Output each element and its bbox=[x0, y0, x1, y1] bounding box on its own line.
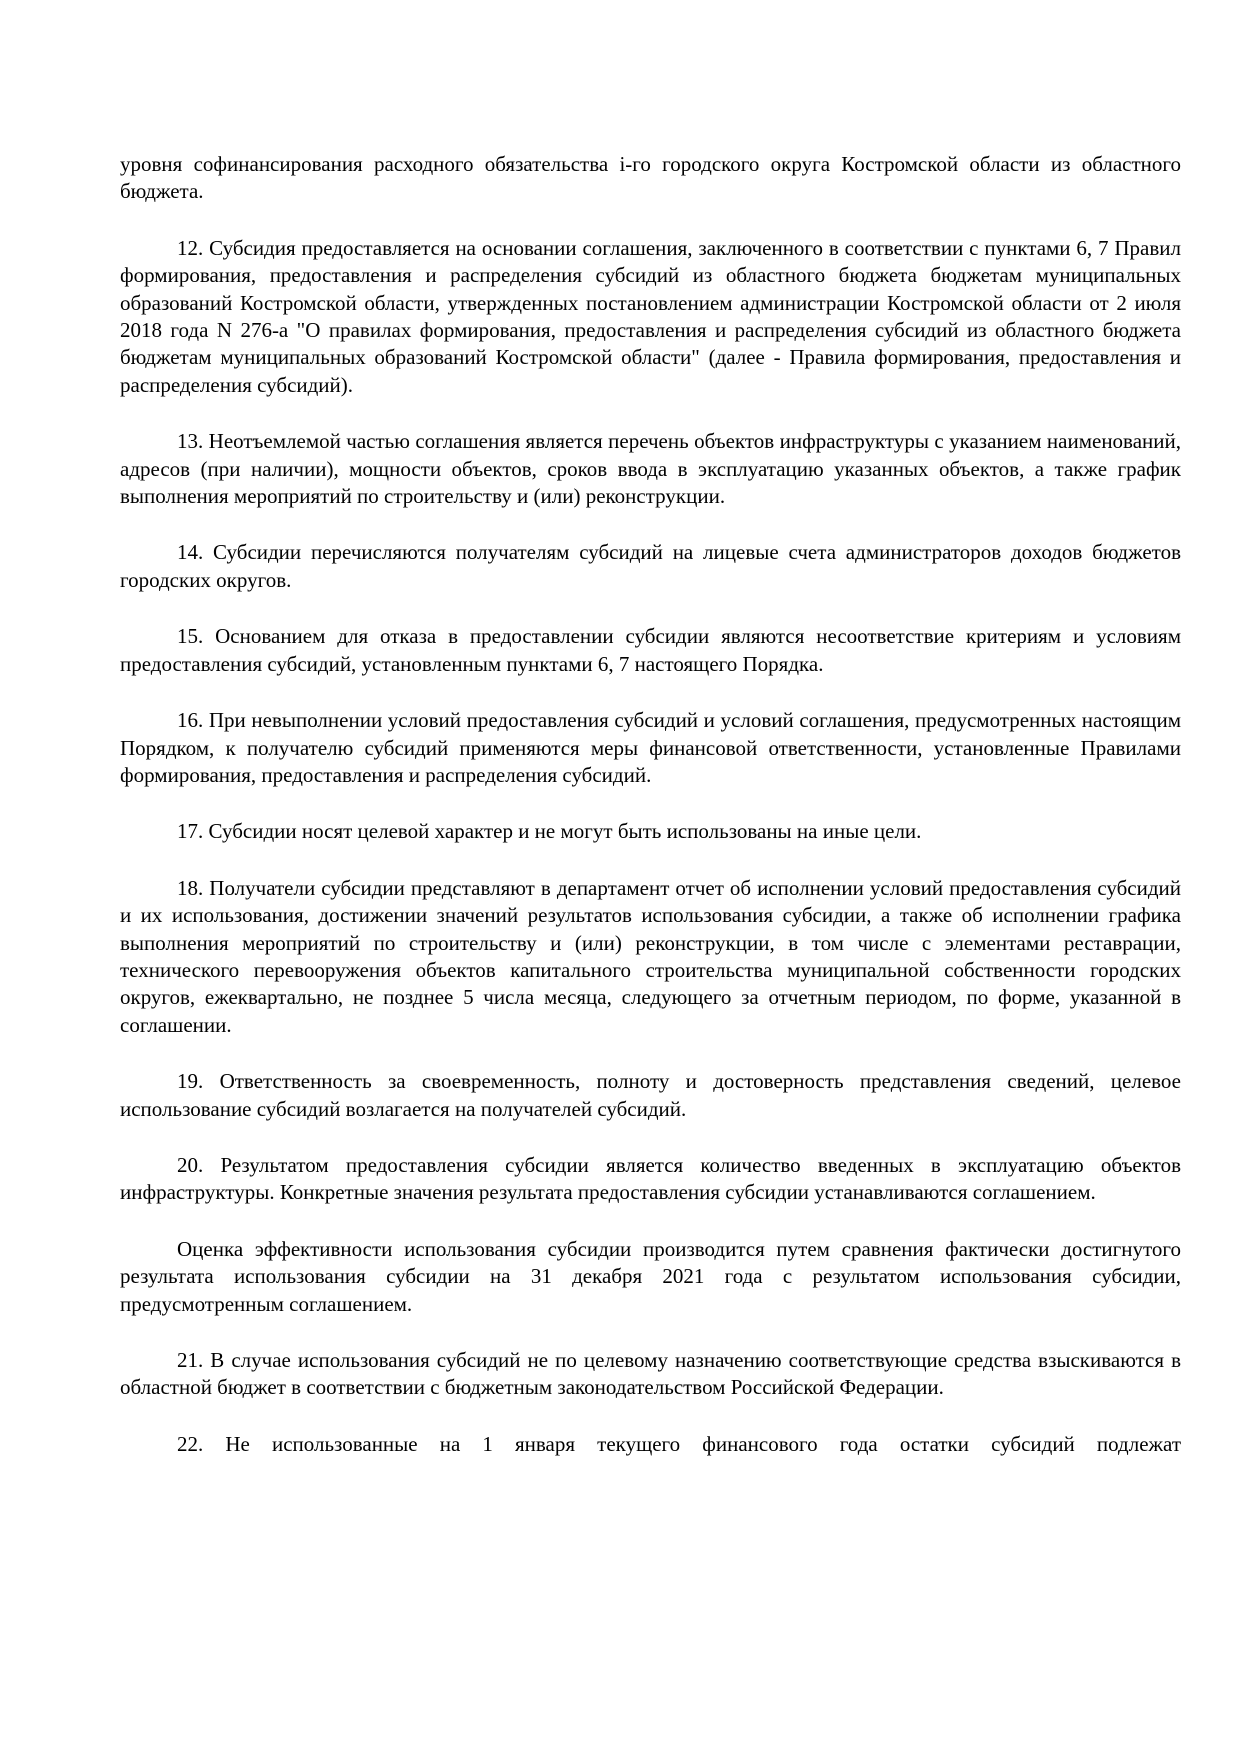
paragraph-22: 22. Не использованные на 1 января текущего финансового года остатки субсидий подлежат bbox=[177, 1431, 1181, 1456]
paragraph-evaluation: Оценка эффективности использования субсидии производится путем сравнения фактически достигнутого результата использования субсидии на 31 декабря 2021 года с результатом использования субсидии, предусмотренным соглашением. bbox=[120, 1236, 1181, 1316]
paragraph-20: 20. Результатом предоставления субсидии является количество введенных в эксплуатацию объектов инфраструктуры. Конкретные значения результата предоставления субсидии устанавливаются соглашением. bbox=[120, 1152, 1181, 1205]
paragraph-19: 19. Ответственность за своевременность, полноту и достоверность представления сведений, целевое использование субсидий возлагается на получателей субсидий. bbox=[120, 1069, 1181, 1121]
paragraph-21: 21. В случае использования субсидий не по целевому назначению соответствующие средства взыскиваются в областной бюджет в соответствии с бюджетным законодательством Российской Федерации. bbox=[120, 1348, 1181, 1400]
paragraph-16: 16. При невыполнении условий предоставления субсидий и условий соглашения, предусмотренных настоящим Порядком, к получателю субсидий применяются меры финансовой ответственности, установленные Правилами формирования, предоставления и распределения субсидий. bbox=[120, 708, 1181, 787]
paragraph-17: 17. Субсидии носят целевой характер и не могут быть использованы на иные цели. bbox=[177, 819, 922, 844]
document-page bbox=[120, 151, 1181, 1487]
paragraph-continuation: уровня софинансирования расходного обязательства i-го городского округа Костромской области из областного бюджета. bbox=[120, 152, 1181, 204]
paragraph-14: 14. Субсидии перечисляются получателям субсидий на лицевые счета администраторов доходов бюджетов городских округов. bbox=[120, 540, 1181, 592]
paragraph-15: 15. Основанием для отказа в предоставлении субсидии являются несоответствие критериям и условиям предоставления субсидий, установленным пунктами 6, 7 настоящего Порядка. bbox=[120, 624, 1181, 676]
paragraph-12: 12. Субсидия предоставляется на основании соглашения, заключенного в соответствии с пунктами 6, 7 Правил формирования, предоставления и распределения субсидий из областного бюджета бюджетам муниципальных образований Костромской области, утвержденных постановлением администрации Костромской области от 2 июля 2018 года N 276-а "О правилах формирования, предоставления и распределения субсидий из областного бюджета бюджетам муниципальных образований Костромской области" (далее - Правила формирования, предоставления и распределения субсидий). bbox=[120, 235, 1181, 397]
paragraph-18: 18. Получатели субсидии представляют в департамент отчет об исполнении условий предоставления субсидий и их использования, достижении значений результатов использования субсидии, а также об исполнении графика выполнения мероприятий по строительству и (или) реконструкции, в том числе с элементами реставрации, технического перевооружения объектов капитального строительства муниципальной собственности городских округов, ежеквартально, не позднее 5 числа месяца, следующего за отчетным периодом, по форме, указанной в соглашении. bbox=[120, 875, 1181, 1037]
paragraph-13: 13. Неотъемлемой частью соглашения является перечень объектов инфраструктуры с указанием наименований, адресов (при наличии), мощности объектов, сроков ввода в эксплуатацию указанных объектов, а также график выполнения мероприятий по строительству и (или) реконструкции. bbox=[120, 429, 1181, 509]
